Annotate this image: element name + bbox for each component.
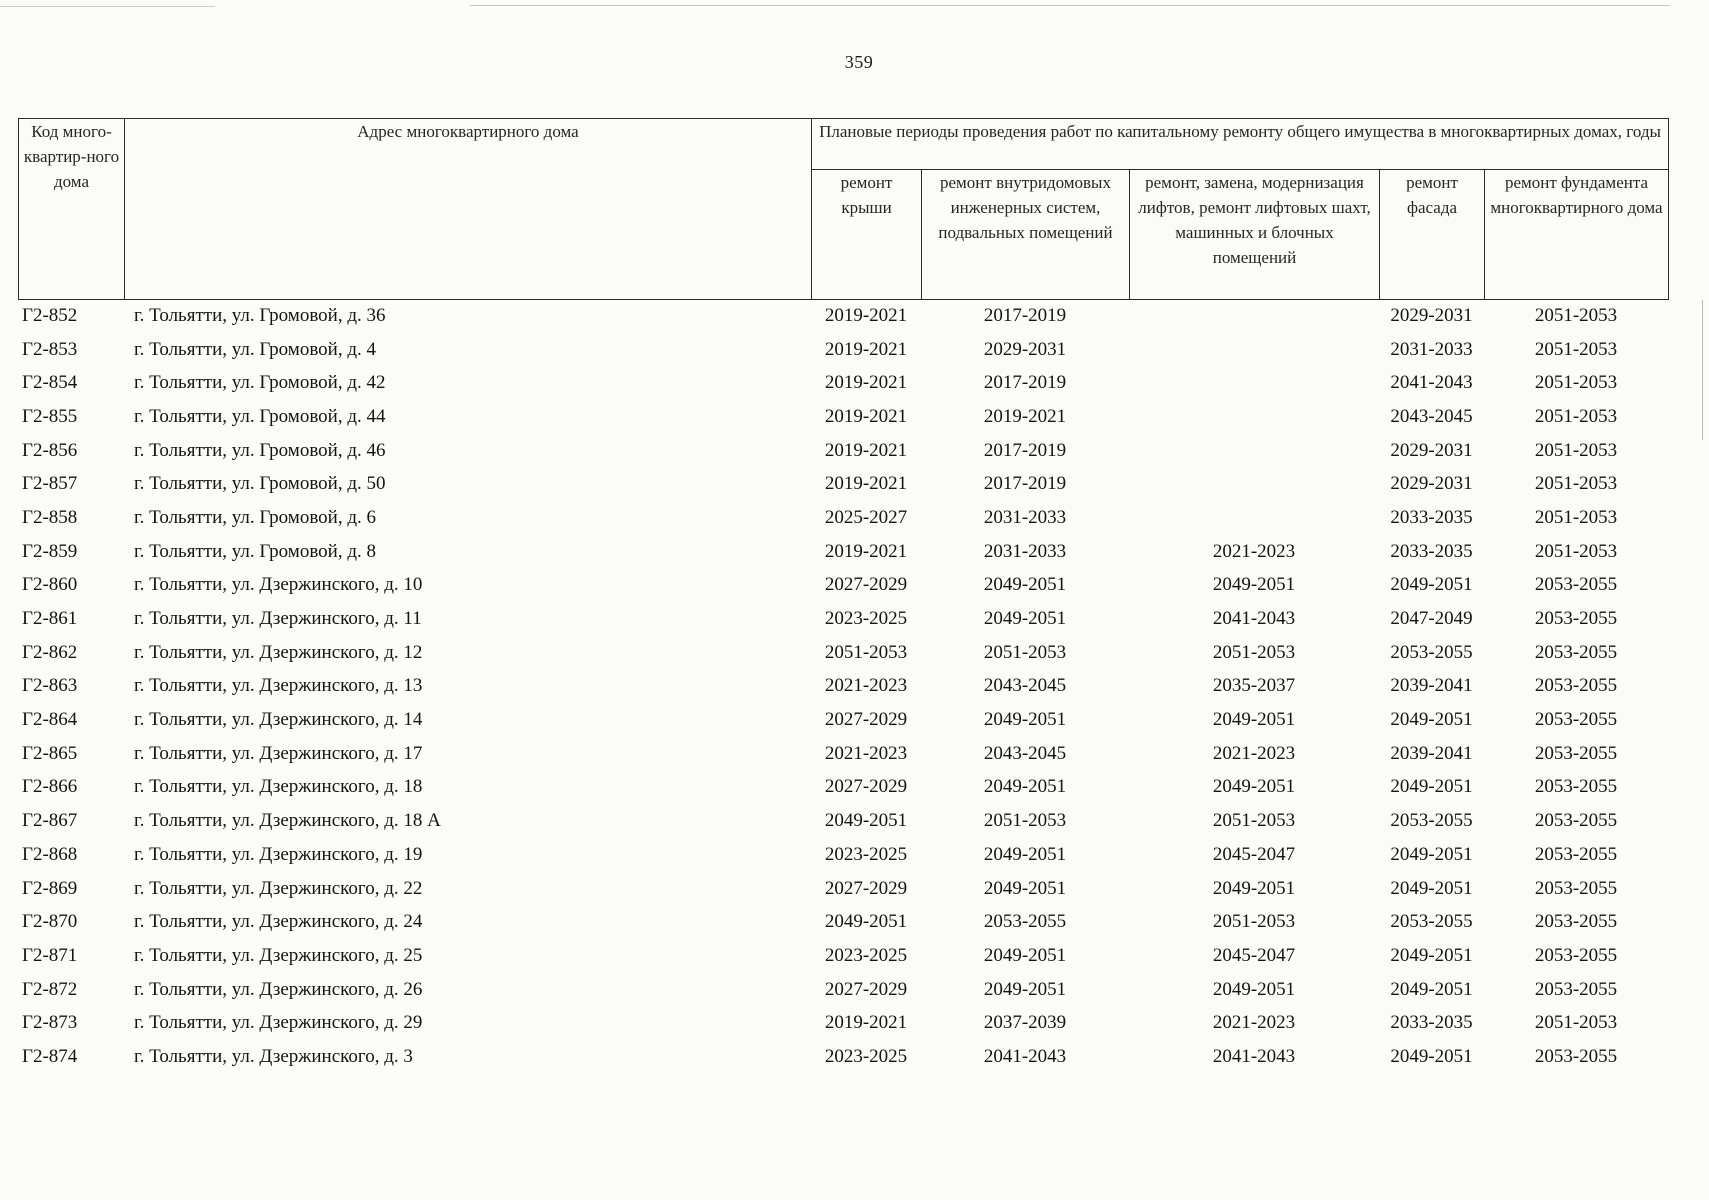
cell-roof: 2023-2025: [824, 608, 908, 630]
cell-elevators: 2049-2051: [1212, 709, 1296, 731]
cell-facade: 2053-2055: [1390, 641, 1473, 663]
cell-facade: 2053-2055: [1390, 911, 1473, 933]
cell-facade: 2049-2051: [1390, 1045, 1473, 1067]
cell-roof: 2019-2021: [824, 540, 908, 562]
cell-address: г. Тольятти, ул. Громовой, д. 42: [134, 372, 386, 394]
header-code: [19, 119, 125, 300]
table-row: [18, 434, 1668, 468]
cell-roof: 2021-2023: [824, 742, 908, 764]
cell-roof: 2027-2029: [824, 709, 908, 731]
cell-foundation: 2051-2053: [1534, 405, 1618, 427]
cell-foundation: 2053-2055: [1534, 574, 1618, 596]
cell-foundation: 2051-2053: [1534, 473, 1618, 495]
cell-facade: 2049-2051: [1390, 843, 1473, 865]
cell-systems: 2019-2021: [983, 405, 1067, 427]
cell-systems: 2043-2045: [983, 675, 1067, 697]
cell-address: г. Тольятти, ул. Дзержинского, д. 19: [134, 843, 423, 865]
cell-systems: 2049-2051: [983, 944, 1067, 966]
cell-code: Г2-867: [22, 810, 78, 832]
cell-elevators: 2021-2023: [1212, 742, 1296, 764]
table-row: [18, 939, 1668, 973]
cell-foundation: 2051-2053: [1534, 304, 1618, 326]
cell-code: Г2-868: [22, 843, 78, 865]
cell-facade: 2039-2041: [1390, 675, 1473, 697]
cell-elevators: 2045-2047: [1212, 944, 1296, 966]
cell-code: Г2-855: [22, 405, 78, 427]
table-row: [18, 872, 1668, 906]
cell-code: Г2-864: [22, 709, 78, 731]
cell-elevators: [1129, 299, 1379, 333]
cell-systems: 2049-2051: [983, 608, 1067, 630]
cell-elevators: 2049-2051: [1212, 776, 1296, 798]
cell-elevators: [1129, 366, 1379, 400]
cell-foundation: 2053-2055: [1534, 944, 1618, 966]
data-table: [18, 299, 1668, 1074]
cell-facade: 2049-2051: [1390, 944, 1473, 966]
header-facade-label: ремонт фасада: [1406, 173, 1458, 218]
cell-elevators: 2049-2051: [1212, 877, 1296, 899]
cell-facade: 2043-2045: [1390, 405, 1473, 427]
cell-systems: 2049-2051: [983, 978, 1067, 1000]
cell-address: г. Тольятти, ул. Дзержинского, д. 14: [134, 709, 423, 731]
cell-roof: 2021-2023: [824, 675, 908, 697]
cell-foundation: 2051-2053: [1534, 506, 1618, 528]
cell-address: г. Тольятти, ул. Дзержинского, д. 18 А: [134, 810, 441, 832]
table-row: [18, 501, 1668, 535]
cell-facade: 2047-2049: [1390, 608, 1473, 630]
cell-address: г. Тольятти, ул. Громовой, д. 6: [134, 506, 377, 528]
table-row: [18, 804, 1668, 838]
cell-roof: 2019-2021: [824, 473, 908, 495]
header-systems: [922, 170, 1130, 300]
cell-code: Г2-857: [22, 473, 78, 495]
cell-code: Г2-859: [22, 540, 78, 562]
cell-roof: 2023-2025: [824, 944, 908, 966]
cell-address: г. Тольятти, ул. Дзержинского, д. 17: [134, 742, 423, 764]
cell-systems: 2043-2045: [983, 742, 1067, 764]
cell-address: г. Тольятти, ул. Дзержинского, д. 22: [134, 877, 423, 899]
cell-foundation: 2053-2055: [1534, 675, 1618, 697]
scan-line-top-left: [0, 6, 215, 7]
cell-roof: 2049-2051: [824, 911, 908, 933]
table-row: [18, 299, 1668, 333]
cell-elevators: 2051-2053: [1212, 810, 1296, 832]
cell-code: Г2-873: [22, 1012, 78, 1034]
cell-code: Г2-874: [22, 1045, 78, 1067]
cell-systems: 2049-2051: [983, 877, 1067, 899]
table-header: [18, 118, 1669, 300]
cell-code: Г2-858: [22, 506, 78, 528]
cell-address: г. Тольятти, ул. Дзержинского, д. 18: [134, 776, 423, 798]
header-periods-label: Плановые периоды проведения работ по капитальному ремонту общего имущества в многоквартирных домах, годы: [819, 122, 1661, 141]
cell-roof: 2051-2053: [824, 641, 908, 663]
cell-roof: 2027-2029: [824, 776, 908, 798]
cell-code: Г2-866: [22, 776, 78, 798]
cell-facade: 2029-2031: [1390, 304, 1473, 326]
cell-foundation: 2053-2055: [1534, 709, 1618, 731]
cell-foundation: 2053-2055: [1534, 776, 1618, 798]
cell-foundation: 2053-2055: [1534, 877, 1618, 899]
cell-foundation: 2053-2055: [1534, 843, 1618, 865]
table-row: [18, 569, 1668, 603]
cell-systems: 2017-2019: [983, 304, 1067, 326]
cell-systems: 2029-2031: [983, 338, 1067, 360]
cell-elevators: [1129, 501, 1379, 535]
cell-systems: 2049-2051: [983, 776, 1067, 798]
cell-foundation: 2051-2053: [1534, 372, 1618, 394]
cell-facade: 2029-2031: [1390, 473, 1473, 495]
table-row: [18, 771, 1668, 805]
table-row: [18, 366, 1668, 400]
table-row: [18, 973, 1668, 1007]
cell-elevators: 2045-2047: [1212, 843, 1296, 865]
cell-code: Г2-863: [22, 675, 78, 697]
cell-systems: 2049-2051: [983, 709, 1067, 731]
cell-foundation: 2053-2055: [1534, 1045, 1618, 1067]
cell-systems: 2041-2043: [983, 1045, 1067, 1067]
cell-roof: 2019-2021: [824, 405, 908, 427]
cell-systems: 2051-2053: [983, 641, 1067, 663]
table-row: [18, 737, 1668, 771]
header-code-label: Код много-квартир-ного дома: [23, 122, 120, 191]
table-row: [18, 670, 1668, 704]
cell-code: Г2-852: [22, 304, 78, 326]
cell-systems: 2031-2033: [983, 540, 1067, 562]
cell-code: Г2-865: [22, 742, 78, 764]
cell-address: г. Тольятти, ул. Дзержинского, д. 25: [134, 944, 423, 966]
cell-roof: 2019-2021: [824, 372, 908, 394]
cell-systems: 2051-2053: [983, 810, 1067, 832]
cell-address: г. Тольятти, ул. Громовой, д. 44: [134, 405, 386, 427]
cell-address: г. Тольятти, ул. Громовой, д. 46: [134, 439, 386, 461]
table-row: [18, 703, 1668, 737]
cell-foundation: 2051-2053: [1534, 439, 1618, 461]
cell-code: Г2-861: [22, 608, 78, 630]
cell-foundation: 2051-2053: [1534, 338, 1618, 360]
cell-address: г. Тольятти, ул. Дзержинского, д. 10: [134, 574, 423, 596]
cell-facade: 2049-2051: [1390, 776, 1473, 798]
cell-elevators: [1129, 333, 1379, 367]
table-row: [18, 838, 1668, 872]
cell-code: Г2-853: [22, 338, 78, 360]
cell-code: Г2-871: [22, 944, 78, 966]
cell-elevators: 2041-2043: [1212, 608, 1296, 630]
header-address-label: Адрес многоквартирного дома: [357, 122, 579, 141]
cell-address: г. Тольятти, ул. Дзержинского, д. 29: [134, 1012, 423, 1034]
cell-foundation: 2053-2055: [1534, 810, 1618, 832]
table-row: [18, 467, 1668, 501]
cell-code: Г2-870: [22, 911, 78, 933]
cell-foundation: 2053-2055: [1534, 608, 1618, 630]
cell-systems: 2017-2019: [983, 473, 1067, 495]
header-roof: [812, 170, 922, 300]
header-systems-label: ремонт внутридомовых инженерных систем, подвальных помещений: [938, 173, 1113, 243]
cell-facade: 2031-2033: [1390, 338, 1473, 360]
cell-code: Г2-856: [22, 439, 78, 461]
table-row: [18, 400, 1668, 434]
cell-facade: 2033-2035: [1390, 1012, 1473, 1034]
cell-roof: 2019-2021: [824, 304, 908, 326]
cell-foundation: 2051-2053: [1534, 1012, 1618, 1034]
cell-address: г. Тольятти, ул. Громовой, д. 36: [134, 304, 386, 326]
cell-systems: 2049-2051: [983, 843, 1067, 865]
table-row: [18, 1040, 1668, 1074]
cell-address: г. Тольятти, ул. Дзержинского, д. 26: [134, 978, 423, 1000]
header-roof-label: ремонт крыши: [840, 173, 893, 218]
cell-foundation: 2053-2055: [1534, 742, 1618, 764]
cell-systems: 2049-2051: [983, 574, 1067, 596]
cell-elevators: 2049-2051: [1212, 574, 1296, 596]
cell-elevators: 2051-2053: [1212, 641, 1296, 663]
cell-roof: 2025-2027: [824, 506, 908, 528]
cell-facade: 2049-2051: [1390, 574, 1473, 596]
header-address: [125, 119, 812, 300]
cell-address: г. Тольятти, ул. Дзержинского, д. 13: [134, 675, 423, 697]
cell-facade: 2033-2035: [1390, 540, 1473, 562]
table-row: [18, 602, 1668, 636]
table-row: [18, 333, 1668, 367]
cell-elevators: 2051-2053: [1212, 911, 1296, 933]
table-row: [18, 1006, 1668, 1040]
table-row: [18, 905, 1668, 939]
cell-code: Г2-872: [22, 978, 78, 1000]
header-elevators: [1130, 170, 1380, 300]
table-row: [18, 535, 1668, 569]
cell-systems: 2031-2033: [983, 506, 1067, 528]
table-row: [18, 636, 1668, 670]
cell-elevators: 2035-2037: [1212, 675, 1296, 697]
cell-roof: 2023-2025: [824, 843, 908, 865]
cell-roof: 2049-2051: [824, 810, 908, 832]
cell-foundation: 2053-2055: [1534, 911, 1618, 933]
cell-roof: 2019-2021: [824, 439, 908, 461]
cell-foundation: 2051-2053: [1534, 540, 1618, 562]
cell-facade: 2033-2035: [1390, 506, 1473, 528]
cell-elevators: 2021-2023: [1212, 1012, 1296, 1034]
scan-line-right-edge: [1702, 300, 1703, 440]
cell-roof: 2027-2029: [824, 877, 908, 899]
cell-facade: 2029-2031: [1390, 439, 1473, 461]
table-body: [18, 299, 1668, 1074]
cell-elevators: [1129, 400, 1379, 434]
cell-facade: 2049-2051: [1390, 709, 1473, 731]
cell-elevators: [1129, 434, 1379, 468]
cell-elevators: 2049-2051: [1212, 978, 1296, 1000]
cell-systems: 2053-2055: [983, 911, 1067, 933]
cell-address: г. Тольятти, ул. Дзержинского, д. 12: [134, 641, 423, 663]
cell-roof: 2027-2029: [824, 574, 908, 596]
cell-foundation: 2053-2055: [1534, 641, 1618, 663]
cell-systems: 2017-2019: [983, 439, 1067, 461]
cell-foundation: 2053-2055: [1534, 978, 1618, 1000]
header-elevators-label: ремонт, замена, модернизация лифтов, ремонт лифтовых шахт, машинных и блочных помещений: [1138, 173, 1371, 268]
cell-systems: 2037-2039: [983, 1012, 1067, 1034]
cell-systems: 2017-2019: [983, 372, 1067, 394]
cell-facade: 2049-2051: [1390, 877, 1473, 899]
cell-facade: 2039-2041: [1390, 742, 1473, 764]
header-foundation: [1485, 170, 1669, 300]
cell-address: г. Тольятти, ул. Дзержинского, д. 3: [134, 1045, 413, 1067]
cell-elevators: 2041-2043: [1212, 1045, 1296, 1067]
page-number: 359: [844, 52, 874, 72]
cell-facade: 2053-2055: [1390, 810, 1473, 832]
cell-facade: 2049-2051: [1390, 978, 1473, 1000]
cell-elevators: [1129, 467, 1379, 501]
cell-roof: 2023-2025: [824, 1045, 908, 1067]
header-foundation-label: ремонт фундамента многоквартирного дома: [1490, 173, 1663, 218]
cell-roof: 2019-2021: [824, 338, 908, 360]
cell-facade: 2041-2043: [1390, 372, 1473, 394]
header-facade: [1380, 170, 1485, 300]
cell-address: г. Тольятти, ул. Громовой, д. 8: [134, 540, 377, 562]
cell-code: Г2-854: [22, 372, 78, 394]
cell-roof: 2027-2029: [824, 978, 908, 1000]
cell-code: Г2-862: [22, 641, 78, 663]
cell-address: г. Тольятти, ул. Дзержинского, д. 11: [134, 608, 422, 630]
cell-elevators: 2021-2023: [1212, 540, 1296, 562]
cell-roof: 2019-2021: [824, 1012, 908, 1034]
cell-address: г. Тольятти, ул. Громовой, д. 4: [134, 338, 377, 360]
cell-address: г. Тольятти, ул. Громовой, д. 50: [134, 473, 386, 495]
cell-code: Г2-860: [22, 574, 78, 596]
cell-address: г. Тольятти, ул. Дзержинского, д. 24: [134, 911, 423, 933]
cell-code: Г2-869: [22, 877, 78, 899]
scan-line-top: [470, 5, 1670, 6]
header-periods: [812, 119, 1669, 170]
